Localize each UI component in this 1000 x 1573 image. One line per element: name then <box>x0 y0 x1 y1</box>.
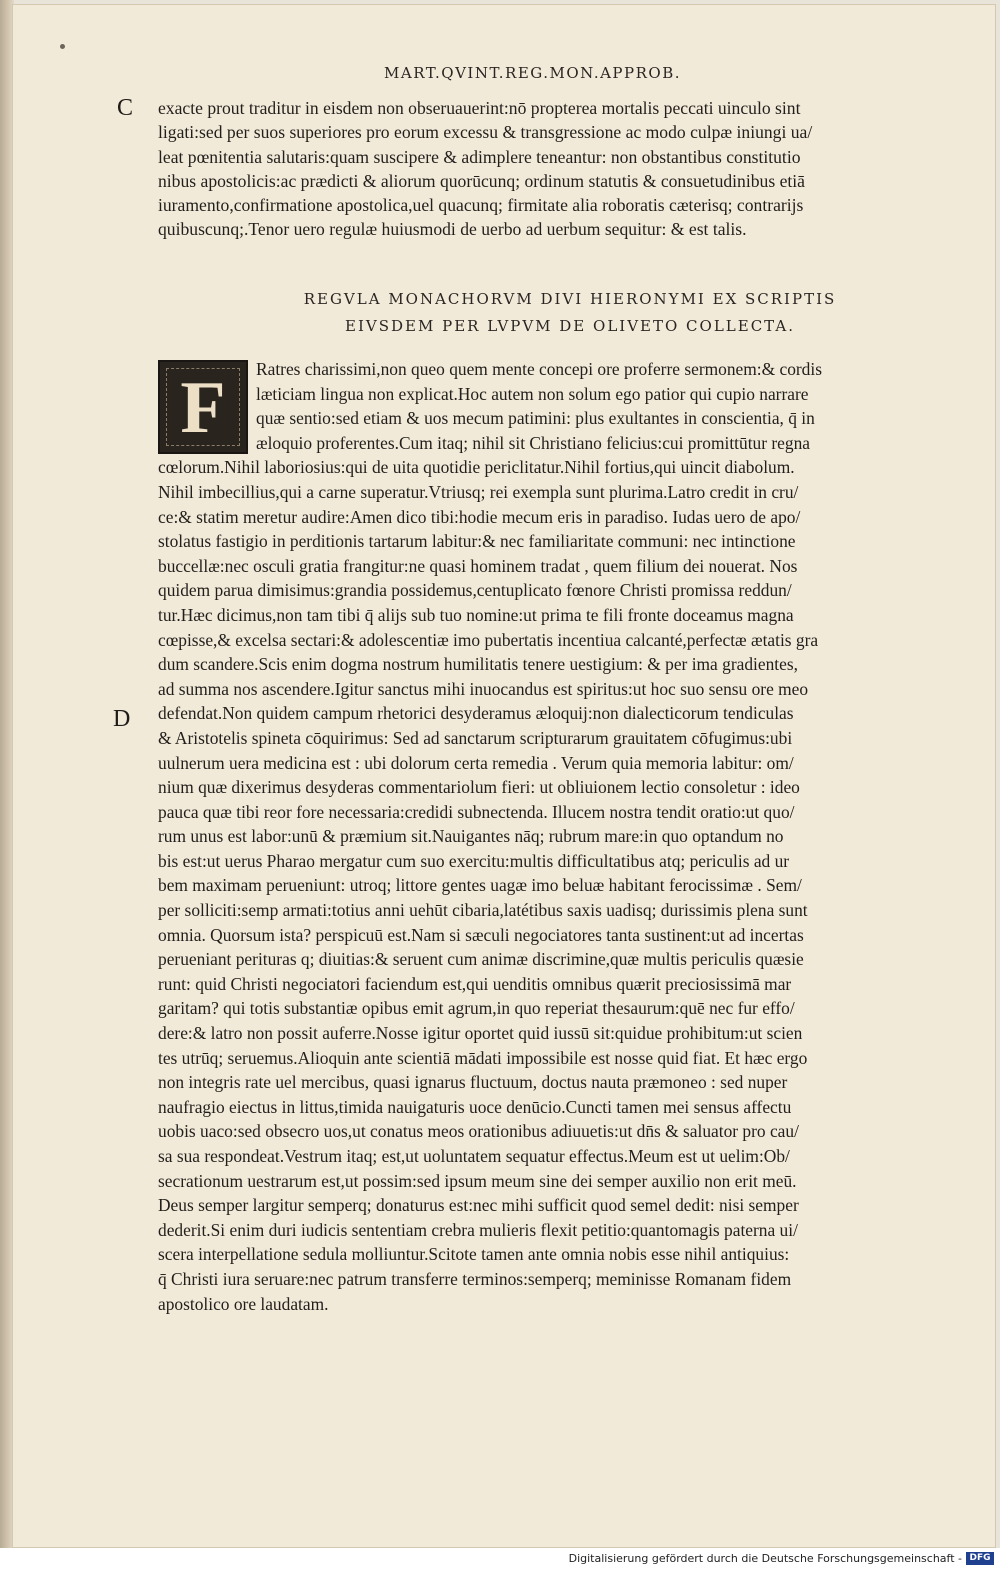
text-line: rum unus est labor:unū & præmium sit.Nauigantes nāq; rubrum mare:in quo optandum no <box>158 826 784 847</box>
text-line: pauca quæ tibi reor fore necessaria:credidi subnectenda. Illucem nostra tendit oratio:ut quo/ <box>158 801 795 822</box>
rule-body-text <box>158 357 936 1316</box>
text-line: non integris rate uel mercibus, quasi ignarus fluctuum, doctus nauta præmoneo : sed nuper <box>158 1072 788 1093</box>
intro-paragraph <box>158 96 936 242</box>
text-line: runt: quid Christi negociatori faciendum est,qui uenditis omnibus quærit preciosissimā mar <box>158 973 792 994</box>
text-line: quidem parua dimisimus:grandia possidemus,centuplicato fœnore Christi promissa reddun/ <box>158 580 792 601</box>
text-line: garitam? qui totis substantiæ opibus emit agrum,in quo reperiat thesaurum:quē nec fur effo/ <box>158 998 795 1019</box>
text-line: apostolico ore laudatam. <box>158 1293 329 1314</box>
text-line: dere:& latro non possit auferre.Nosse igitur oportet quid iussū sit:quidue prohibitum:ut scien <box>158 1023 803 1044</box>
text-line: tes utrūq; seruemus.Alioquin ante scientiā mādati impossibile est nosse quid fiat. Et hæc ergo <box>158 1047 808 1068</box>
text-line: nium quæ dixerimus desyderas commentariolum fieri: ut obliuionem lectio consoletur : ideo <box>158 777 800 798</box>
text-line: leat pœnitentia salutaris:quam suscipere & adimplere teneantur: non obstantibus constitutio <box>158 146 801 167</box>
text-line: dum scandere.Scis enim dogma nostrum humilitatis tenere uestigium: & per ima gradientes, <box>158 654 798 675</box>
text-line: secrationum uestrarum est,ut possim:sed ipsum meum sine dei semper auxilio non erit meū. <box>158 1170 797 1191</box>
text-line: stolatus fastigio in perditionis tartarum labitur:& nec familiaritate communi: nec intinctione <box>158 531 796 552</box>
text-line: Ratres charissimi,non queo quem mente concepi ore proferre sermonem:& cordis <box>256 359 822 379</box>
text-line: quæ sentio:sed etiam & uos mecum patimini: plus exultantes in conscientia, q̄ in <box>256 408 815 429</box>
margin-letter-d: D <box>113 706 131 732</box>
text-line: defendat.Non quidem campum rhetorici desyderamus æloquij:non dialecticorum tendiculas <box>158 703 794 724</box>
margin-letter-c: C <box>117 95 134 121</box>
section-title-line-1: REGVLA MONACHORVM DIVI HIERONYMI EX SCRIPTIS <box>303 290 837 308</box>
text-line: uobis uaco:sed obsecro uos,ut conatus meos orationibus adiuuetis:ut dn̄s & saluator pro cau/ <box>158 1121 799 1142</box>
text-line: & Aristotelis spineta cōquirimus: Sed ad sanctarum scripturarum grauitatem cōfugimus:ubi <box>158 727 793 748</box>
text-line: uulnerum uera medicina est : ubi dolorum certa remedia . Verum quia memoria labitur: om/ <box>158 752 794 773</box>
dfg-logo: DFG <box>966 1552 994 1565</box>
text-line: nibus apostolicis:ac prædicti & aliorum quorūcunq; ordinum statutis & consuetudinibus etiā <box>158 170 805 191</box>
text-line: æloquio proferentes.Cum itaq; nihil sit Christiano felicius:cui promittūtur regna <box>256 432 810 453</box>
text-line: bis est:ut uerus Pharao mergatur cum suo exercitu:multis difficultatibus atq; periculis ad ur <box>158 850 790 871</box>
text-line: q̄ Christi iura seruare:nec patrum transferre terminos:semperq; meminisse Romanam fidem <box>158 1268 792 1289</box>
text-line: tur.Hæc dicimus,non tam tibi q̄ alijs sub tuo nomine:ut prima te fili fronte doceamus magna <box>158 604 794 625</box>
text-line: quibuscunq;.Tenor uero regulæ huiusmodi de uerbo ad uerbum sequitur: & est talis. <box>158 219 747 240</box>
funding-credit: Digitalisierung gefördert durch die Deutsche Forschungsgemeinschaft - <box>568 1552 962 1565</box>
text-line: ce:& statim meretur audire:Amen dico tibi:hodie mecum eris in paradiso. Iudas uero de apo/ <box>158 506 801 527</box>
drop-cap-letter: F <box>180 367 226 449</box>
running-head: MART.QVINT.REG.MON.APPROB. <box>384 64 681 82</box>
section-title-line-2: EIVSDEM PER LVPVM DE OLIVETO COLLECTA. <box>345 317 795 335</box>
text-line: dederit.Si enim duri iudicis sententiam crebra mulieris flexit petitio:quantomagis paterna ui/ <box>158 1219 798 1240</box>
text-line: scera interpellatione sedula molliuntur.Scitote tamen ante omnia nobis esse nihil antiquius: <box>158 1244 790 1265</box>
text-line: læticiam lingua non explicat.Hoc autem non solum ego patior qui cupio narrare <box>256 383 809 404</box>
text-line: buccellæ:nec osculi gratia frangitur:ne quasi hominem tradat , quem filium dei nouerat. Nos <box>158 555 798 576</box>
page-mark <box>60 44 65 49</box>
text-line: cœlorum.Nihil laboriosius:qui de uita quotidie periclitatur.Nihil fortius,qui uincit diabolum. <box>158 457 795 478</box>
text-line: Nihil imbecillius,qui a carne superatur.Vtriusq; rei exempla sunt plurima.Latro credit in cru/ <box>158 481 799 502</box>
text-line: naufragio eiectus in littus,timida nauigaturis uoce denūcio.Cuncti tamen mei sensus affectu <box>158 1096 792 1117</box>
text-line: ligati:sed per suos superiores pro eorum excessu & transgressione ac modo culpæ iniungi ua/ <box>158 122 813 143</box>
text-line: cœpisse,& excelsa sectari:& adolescentiæ imo pubertatis incentiua calcanté,perfectæ ætatis gra <box>158 629 819 650</box>
text-line: per solliciti:semp armati:totius anni uehūt cibaria,latétibus saxis uadisq; durissimis plena sunt <box>158 900 808 921</box>
text-line: ad summa nos ascendere.Igitur sanctus mihi inuocandus est spiritus:ut hoc suo sensu ore meo <box>158 678 809 699</box>
text-line: omnia. Quorsum ista? perspicuū est.Nam si sæculi negociatores tanta sustinent:ut ad incertas <box>158 924 804 945</box>
text-line: sa sua respondeat.Vestrum itaq; est,ut uoluntatem sequatur effectus.Meum est ut uelim:Ob/ <box>158 1146 790 1166</box>
text-line: exacte prout traditur in eisdem non obseruauerint:nō propterea mortalis peccati uinculo sint <box>158 98 801 118</box>
text-line: bem maximam perueniunt: utroq; littore gentes uagæ imo beluæ habitant ferocissimæ . Sem/ <box>158 875 802 896</box>
text-line: perueniant perituras q; diuitias:& seruent cum animæ discrimine,quæ multis periculis quæsie <box>158 949 804 970</box>
text-line: iuramento,confirmatione apostolica,uel quacunq; firmitate alia roboratis cæterisq; contrarijs <box>158 195 804 216</box>
text-line: Deus semper largitur semperq; donaturus est:nec mihi sufficit quod semel dedit: nisi semper <box>158 1195 799 1216</box>
